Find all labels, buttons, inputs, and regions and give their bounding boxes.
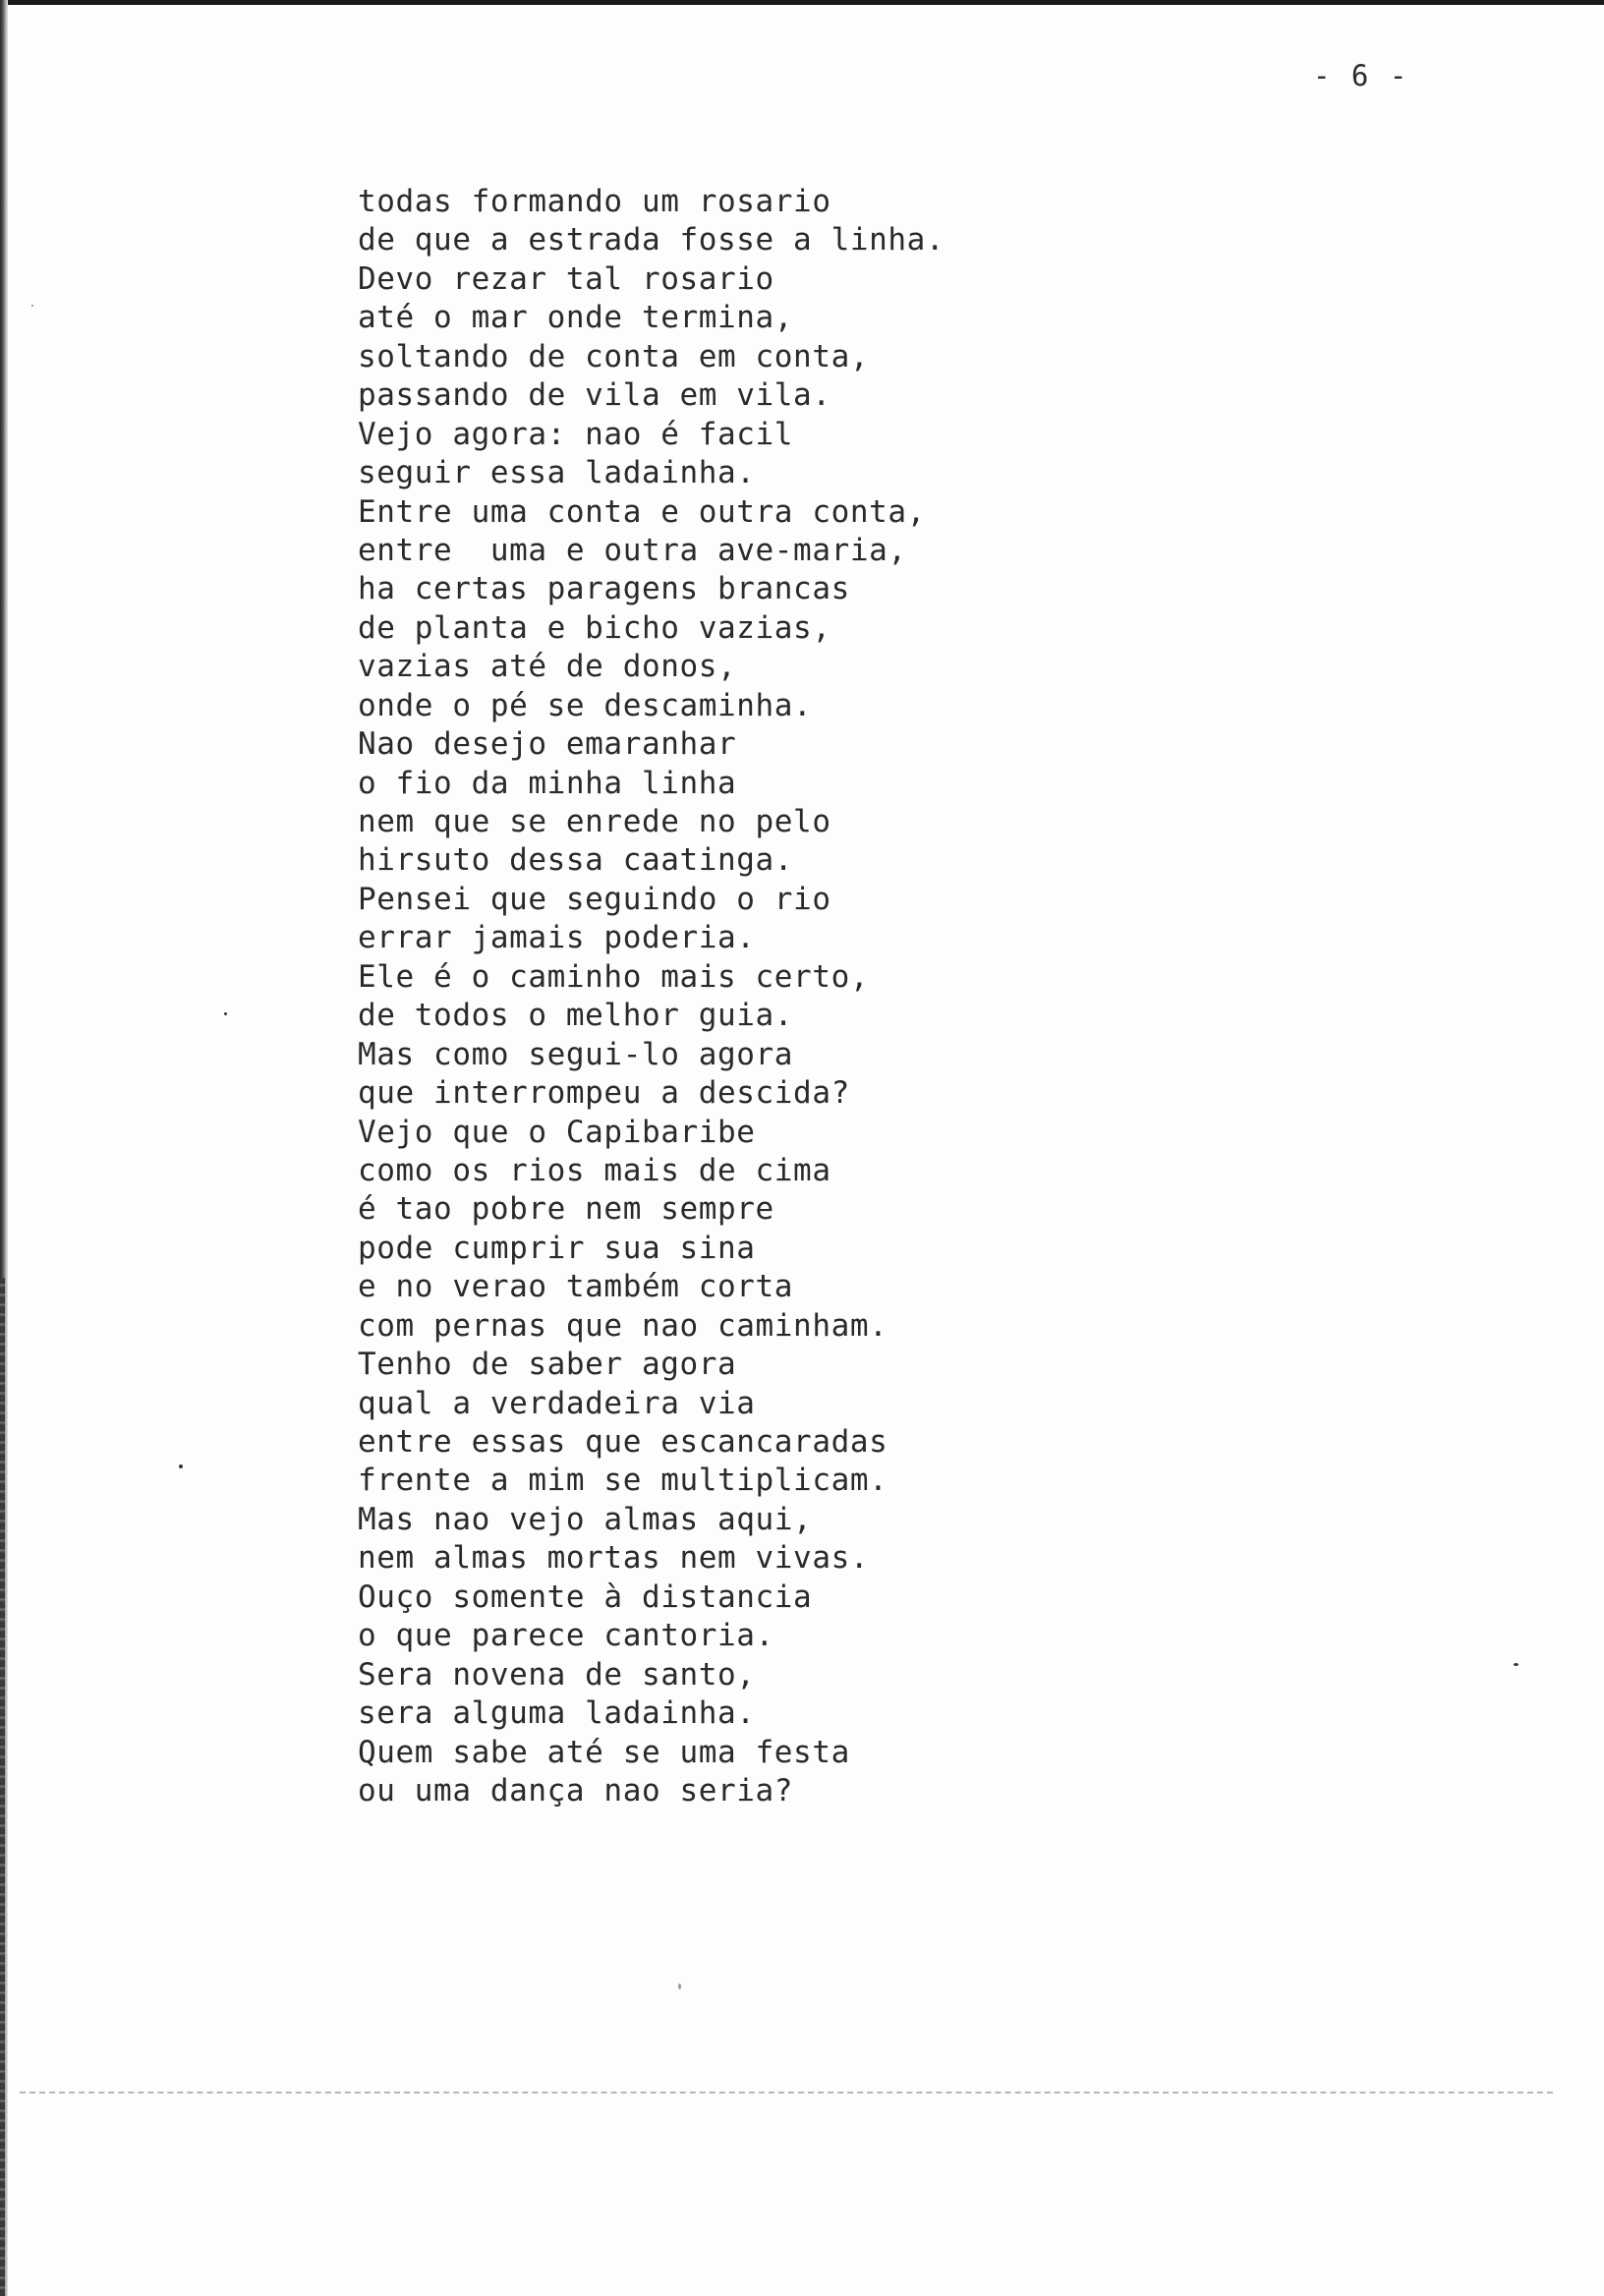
ink-speck <box>678 1983 681 1989</box>
poem-line: até o mar onde termina, <box>358 300 794 336</box>
poem-line: errar jamais poderia. <box>358 920 756 956</box>
poem-line: hirsuto dessa caatinga. <box>358 842 794 879</box>
poem-line: todas formando um rosario <box>358 184 831 219</box>
poem-line: ou uma dança nao seria? <box>358 1772 794 1808</box>
poem-line: Pensei que seguindo o rio <box>358 881 831 917</box>
poem-line: como os rios mais de cima <box>358 1152 831 1188</box>
poem-line: Ele é o caminho mais certo, <box>358 958 870 995</box>
poem-line: entre essas que escancaradas <box>358 1424 888 1460</box>
poem-line: de que a estrada fosse a linha. <box>358 222 945 258</box>
poem-line: Sera novena de santo, <box>358 1656 756 1693</box>
poem-line: nem que se enrede no pelo <box>358 804 831 839</box>
poem-line: Mas nao vejo almas aqui, <box>358 1501 813 1537</box>
poem-line: e no verao também corta <box>358 1269 794 1305</box>
poem-line: é tao pobre nem sempre <box>358 1191 774 1228</box>
poem-line: seguir essa ladainha. <box>358 455 756 491</box>
poem-line: Nao desejo emaranhar <box>358 726 737 763</box>
poem-line: passando de vila em vila. <box>358 377 831 414</box>
poem-line: de todos o melhor guia. <box>358 998 794 1034</box>
poem-line: sera alguma ladainha. <box>358 1695 756 1732</box>
poem-line: Ouço somente à distancia <box>358 1578 813 1615</box>
scan-left-edge-binding <box>0 1278 5 2296</box>
poem-line: ha certas paragens brancas <box>358 571 850 607</box>
poem-line: o fio da minha linha <box>358 765 737 801</box>
poem-line: soltando de conta em conta, <box>358 338 870 374</box>
poem-line: Tenho de saber agora <box>358 1347 737 1383</box>
page-number: - 6 - <box>1313 59 1409 92</box>
poem-line: nem almas mortas nem vivas. <box>358 1540 870 1577</box>
poem-line: que interrompeu a descida? <box>358 1075 850 1112</box>
poem-text <box>358 183 945 1810</box>
poem-line: Vejo agora: nao é facil <box>358 416 794 452</box>
poem-line: Quem sabe até se uma festa <box>358 1734 850 1770</box>
poem-line: Vejo que o Capibaribe <box>358 1114 756 1150</box>
scan-top-edge <box>0 0 1604 5</box>
fold-line <box>20 2092 1553 2094</box>
poem-line: Devo rezar tal rosario <box>358 260 774 297</box>
poem-line: vazias até de donos, <box>358 649 737 685</box>
poem-line: frente a mim se multiplicam. <box>358 1463 888 1499</box>
poem-line: onde o pé se descaminha. <box>358 687 813 723</box>
poem-line: Entre uma conta e outra conta, <box>358 493 926 530</box>
ink-speck <box>1514 1663 1518 1666</box>
poem-line: entre uma e outra ave-maria, <box>358 532 907 568</box>
poem-line: qual a verdadeira via <box>358 1385 756 1421</box>
poem-line: o que parece cantoria. <box>358 1618 774 1654</box>
poem-line: Mas como segui-lo agora <box>358 1036 794 1072</box>
poem-line: com pernas que nao caminham. <box>358 1307 888 1344</box>
poem-line: pode cumprir sua sina <box>358 1230 756 1266</box>
ink-speck <box>224 1012 227 1015</box>
ink-speck <box>31 305 33 307</box>
poem-line: de planta e bicho vazias, <box>358 609 831 646</box>
ink-speck <box>179 1464 183 1468</box>
